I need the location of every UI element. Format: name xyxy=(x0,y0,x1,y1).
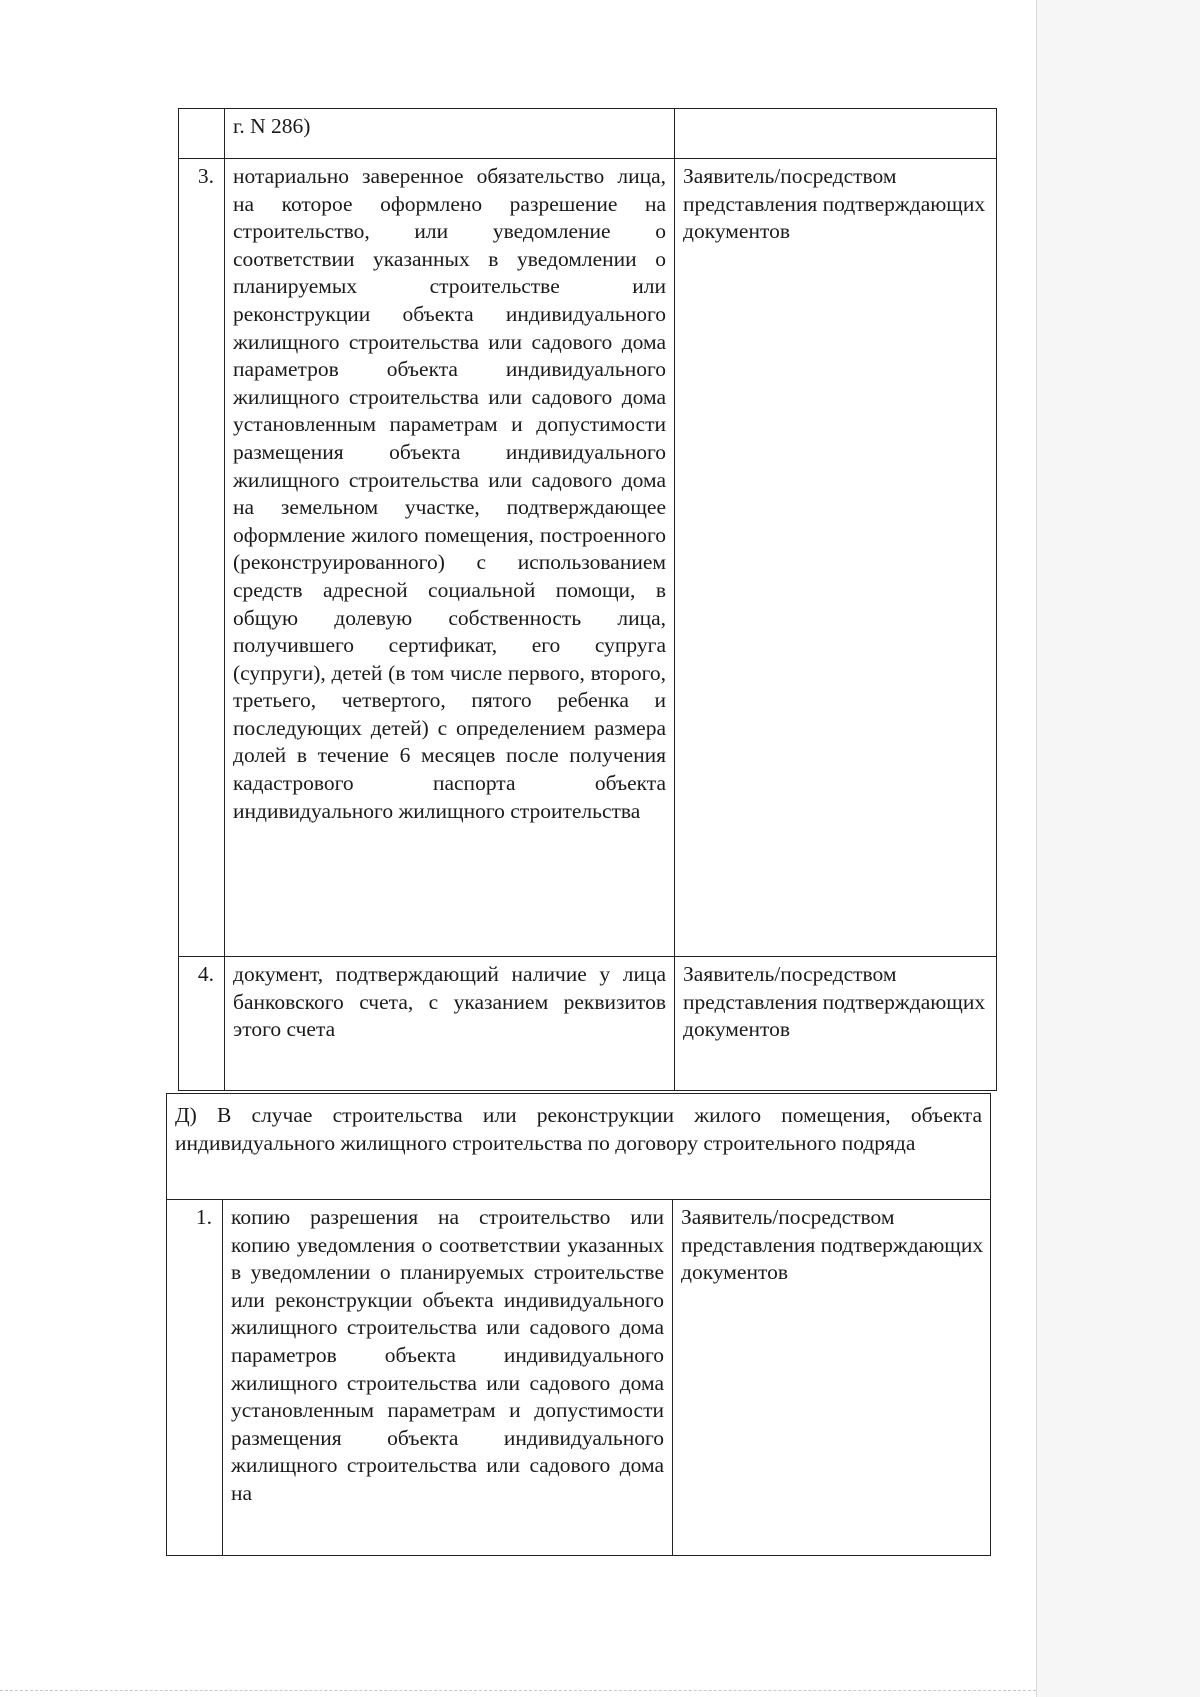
page-margin-edge xyxy=(1036,0,1200,1697)
row-number-cell: 1. xyxy=(167,1200,223,1556)
table-row xyxy=(179,109,997,159)
section-d-heading: Д) В случае строительства или реконструкции жилого помещения, объекта индивидуального жилищного строительства по договору строительного подряда xyxy=(167,1094,991,1200)
scan-edge-line xyxy=(0,1690,1036,1692)
document-source-cell: Заявитель/посредством представления подтверждающих документов xyxy=(675,957,997,1091)
row-number-cell: 4. xyxy=(179,957,225,1091)
documents-table-bottom xyxy=(166,1093,991,1556)
document-description-cell: документ, подтверждающий наличие у лица банковского счета, с указанием реквизитов этого счета xyxy=(225,957,675,1091)
row-number-cell xyxy=(179,109,225,159)
document-source-cell: Заявитель/посредством представления подтверждающих документов xyxy=(673,1200,991,1556)
document-description-cell: копию разрешения на строительство или копию уведомления о соответствии указанных в уведомлении о планируемых строительстве или реконструкции объекта индивидуального жилищного строительства или садового дома параметров объекта индивидуального жилищного строительства или садового дома установленным параметрам и допустимости размещения объекта индивидуального жилищного строительства или садового дома на xyxy=(223,1200,673,1556)
document-source-cell: Заявитель/посредством представления подтверждающих документов xyxy=(675,159,997,957)
document-description-cell: г. N 286) xyxy=(225,109,675,159)
documents-table-top xyxy=(178,108,997,1091)
table-row xyxy=(179,957,997,1091)
section-heading-row xyxy=(167,1094,991,1200)
table-row xyxy=(179,159,997,957)
row-number-cell: 3. xyxy=(179,159,225,957)
table-row xyxy=(167,1200,991,1556)
document-source-cell xyxy=(675,109,997,159)
document-description-cell: нотариально заверенное обязательство лица, на которое оформлено разрешение на строительство, или уведомление о соответствии указанных в уведомлении о планируемых строительстве или реконструкции объекта индивидуального жилищного строительства или садового дома параметров объекта индивидуального жилищного строительства или садового дома установленным параметрам и допустимости размещения объекта индивидуального жилищного строительства или садового дома на земельном участке, подтверждающее оформление жилого помещения, построенного (реконструированного) с использованием средств адресной социальной помощи, в общую долевую собственность лица, получившего сертификат, его супруга (супруги), детей (в том числе первого, второго, третьего, четвертого, пятого ребенка и последующих детей) с определением размера долей в течение 6 месяцев после получения кадастрового паспорта объекта индивидуального жилищного строительства xyxy=(225,159,675,957)
